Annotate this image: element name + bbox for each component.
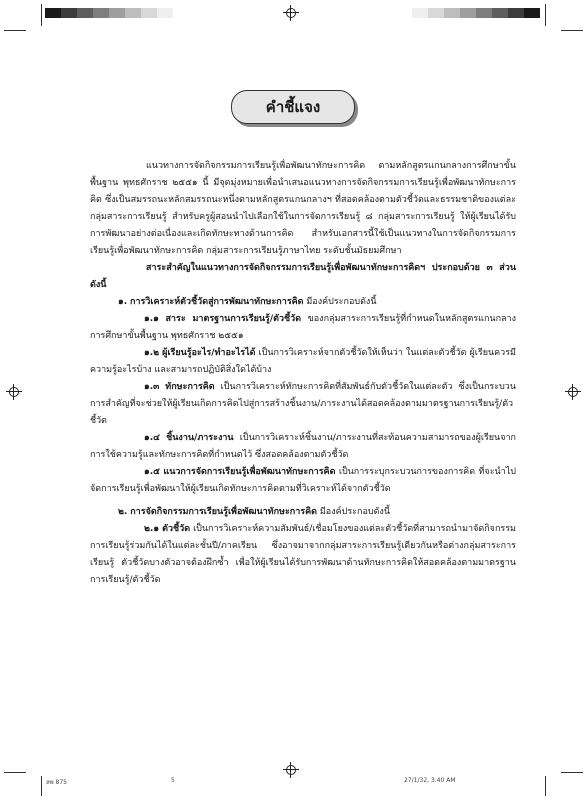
section-number: ๒. — [118, 507, 128, 517]
intro-paragraph: แนวทางการจัดกิจกรรมการเรียนรู้เพื่อพัฒนาทักษะการคิด ตามหลักสูตรแกนกลางการศึกษาขั้นพื้นฐาน พุทธศักราช ๒๕๕๑ นี้ มีจุดมุ่งหมายเพื่อนำเสนอแนวทางการจัดกิจกรรมการเรียนรู้เพื่อพัฒนาทักษะการคิด ซึ่งเป็นสมรรถนะหลักสมรรถนะหนึ่งตามหลักสูตรแกนกลางฯ ที่สอดคล้องตามตัวชี้วัดและธรรมชาติของแต่ละกลุ่มสาระการเรียนรู้ สำหรับครูผู้สอนนำไปเลือกใช้ในการจัดการเรียนรู้ ๘ กลุ่มสาระการเรียนรู้ ให้ผู้เรียนได้รับการพัฒนาอย่างต่อเนื่องและเกิดทักษะทางด้านการคิด สำหรับเอกสารนี้ใช้เป็นแนวทางในการจัดกิจกรรมการเรียนรู้เพื่อพัฒนาทักษะการคิด กลุ่มสาระการเรียนรู้ภาษาไทย ระดับชั้นมัธยมศึกษา — [90, 161, 516, 256]
subsection-text: เป็นการวิเคราะห์จากตัวชี้วัดให้เห็นว่า ในแต่ละตัวชี้วัด ผู้เรียนควรมีความรู้อะไรบ้าง และสามารถปฏิบัติสิ่งใดได้บ้าง — [90, 348, 516, 375]
subsection-text: เป็นการวิเคราะห์ทักษะการคิดที่สัมพันธ์กับตัวชี้วัดในแต่ละตัว ซึ่งเป็นกระบวนการสำคัญที่จะช่วยให้ผู้เรียนเกิดการคิดไปสู่การสร้างชิ้นงาน/ภาระงานได้สอดคล้องตามมาตรฐานการเรียนรู้/ตัวชี้วัด — [90, 382, 516, 426]
color-swatch — [476, 8, 492, 18]
subsection-title: ทักษะการคิด — [165, 382, 215, 392]
crop-mark — [545, 4, 546, 26]
subsection-1-3 — [90, 379, 516, 430]
subsection-title: สาระ มาตรฐานการเรียนรู้/ตัวชี้วัด — [165, 314, 302, 324]
crop-mark — [561, 30, 583, 31]
section-number: ๑. — [118, 297, 128, 307]
registration-mark-right-icon — [565, 384, 581, 400]
subsection-number: ๑.๓ — [144, 382, 160, 392]
document-body — [90, 158, 516, 589]
color-swatch — [125, 8, 141, 18]
registration-mark-left-icon — [6, 384, 22, 400]
crop-mark — [41, 776, 42, 796]
section-text: มีองค์ประกอบดังนี้ — [303, 297, 377, 307]
essence-heading: สาระสำคัญในแนวทางการจัดกิจกรรมการเรียนรู้เพื่อพัฒนาทักษะการคิดฯ ประกอบด้วย ๓ ส่วน ดังนี้ — [90, 263, 516, 290]
subsection-text: เป็นการวิเคราะห์ชิ้นงาน/ภาระงานที่สะท้อนความสามารถของผู้เรียนจากการใช้ความรู้และทักษะการคิดที่กำหนดไว้ ซึ่งสอดคล้องตามตัวชี้วัด — [90, 433, 516, 460]
subsection-number: ๑.๒ — [144, 348, 160, 358]
subsection-number: ๑.๔ — [144, 433, 160, 443]
color-swatch — [444, 8, 460, 18]
subsection-1-4 — [90, 430, 516, 464]
subsection-1-1 — [90, 311, 516, 345]
color-swatch — [524, 8, 540, 18]
crop-mark — [561, 772, 583, 773]
subsection-1-2 — [90, 345, 516, 379]
color-swatch — [93, 8, 109, 18]
subsection-title: แนวการจัดการเรียนรู้เพื่อพัฒนาทักษะการคิด — [163, 467, 336, 477]
color-swatch — [492, 8, 508, 18]
footer-timestamp: 27/1/32, 3.40 AM — [404, 777, 456, 784]
registration-mark-top-icon — [283, 5, 299, 21]
color-swatch — [428, 8, 444, 18]
color-swatch — [109, 8, 125, 18]
color-swatch — [508, 8, 524, 18]
subsection-2-1 — [90, 521, 516, 589]
section-title: การวิเคราะห์ตัวชี้วัดสู่การพัฒนาทักษะการคิด — [130, 297, 304, 307]
page-title-box — [231, 90, 355, 124]
color-swatch — [460, 8, 476, 18]
color-calibration-bar-left — [45, 8, 173, 18]
subsection-text: เป็นการวิเคราะห์ความสัมพันธ์/เชื่อมโยงของแต่ละตัวชี้วัดที่สามารถนำมาจัดกิจกรรมการเรียนรู้ร่วมกันได้ในแต่ละชั้นปี/ภาคเรียน ซึ่งอาจมาจากกลุ่มสาระการเรียนรู้เดียวกันหรือต่างกลุ่มสาระการเรียนรู้ ตัวชี้วัดบางตัวอาจต้องฝึกซ้ำ เพื่อให้ผู้เรียนได้รับการพัฒนาด้านทักษะการคิดให้สอดคล้องตามมาตรฐานการเรียนรู้/ตัวชี้วัด — [90, 524, 516, 585]
footer-page-number: 5 — [171, 777, 175, 784]
section-title: การจัดกิจกรรมการเรียนรู้เพื่อพัฒนาทักษะการคิด — [130, 507, 318, 517]
subsection-text: ของกลุ่มสาระการเรียนรู้ที่กำหนดในหลักสูตรแกนกลางการศึกษาขั้นพื้นฐาน พุทธศักราช ๒๕๕๑ — [90, 314, 516, 341]
footer-job-code: ลพ 875 — [46, 779, 67, 786]
crop-mark — [41, 4, 42, 26]
subsection-title: ผู้เรียนรู้อะไร/ทำอะไรได้ — [162, 348, 256, 358]
subsection-title: ชิ้นงาน/ภาระงาน — [166, 433, 234, 443]
subsection-1-5 — [90, 464, 516, 498]
section-2 — [90, 504, 516, 521]
color-swatch — [157, 8, 173, 18]
subsection-number: ๒.๑ — [144, 524, 160, 534]
color-swatch — [412, 8, 428, 18]
crop-mark — [4, 772, 26, 773]
crop-mark — [4, 30, 26, 31]
subsection-title: ตัวชี้วัด — [162, 524, 191, 534]
crop-mark — [545, 776, 546, 796]
registration-mark-bottom-icon — [283, 762, 299, 778]
color-calibration-bar-right — [412, 8, 540, 18]
color-swatch — [141, 8, 157, 18]
color-swatch — [77, 8, 93, 18]
section-1 — [90, 294, 516, 311]
subsection-number: ๑.๕ — [144, 467, 160, 477]
subsection-text: เป็นการระบุกระบวนการของการคิด ที่จะนำไปจัดการเรียนรู้เพื่อพัฒนาให้ผู้เรียนเกิดทักษะการคิดตามที่วิเคราะห์ได้จากตัวชี้วัด — [90, 467, 516, 494]
color-swatch — [61, 8, 77, 18]
subsection-number: ๑.๑ — [144, 314, 159, 324]
section-text: มีองค์ประกอบดังนี้ — [317, 507, 390, 517]
page-title: คำชี้แจง — [265, 98, 321, 116]
color-swatch — [45, 8, 61, 18]
